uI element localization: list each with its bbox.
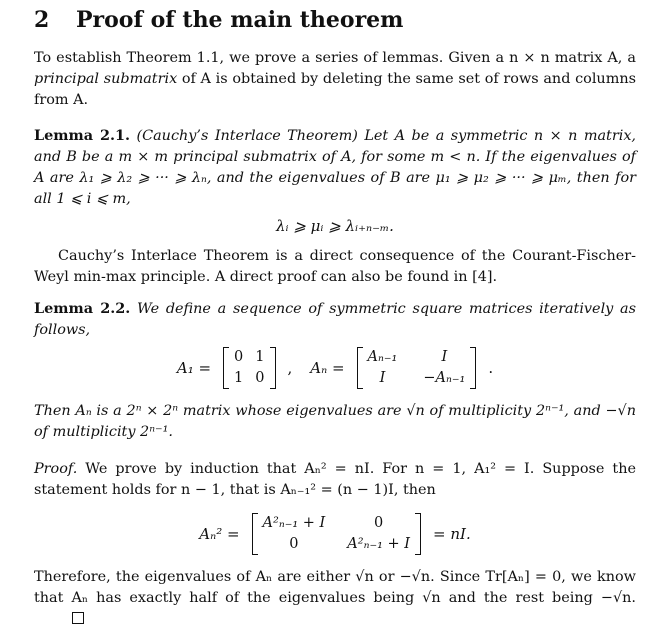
a1-cell: 0 (234, 349, 244, 365)
a1-cell: 0 (255, 370, 265, 386)
a1-cell: 1 (255, 349, 265, 365)
section-heading (34, 6, 636, 34)
matrix-separator: , (287, 359, 293, 377)
a1-cell: 1 (234, 370, 244, 386)
intro-text-1: To establish Theorem 1.1, we prove a series of lemmas. Given a n × n matrix A, a (34, 50, 636, 66)
intro-term: principal submatrix (34, 71, 178, 87)
block-matrix (252, 513, 421, 555)
an-cell: I (441, 349, 448, 365)
cauchy-paragraph: Cauchy’s Interlace Theorem is a direct consequence of the Courant-Fischer-Weyl min-max principle. A direct proof can also be found in [4]. (34, 248, 636, 285)
proof-body: We prove by induction that Aₙ² = nI. For n = 1, A₁² = I. Suppose the statement holds for n − 1, that is Aₙ₋₁² = (n − 1)I, then (34, 461, 636, 498)
section-title: Proof of the main theorem (76, 7, 404, 33)
block-cell: A²ₙ₋₁ + I (262, 515, 326, 531)
lemma-2-2-body: We define a sequence of symmetric square matrices iteratively as follows, (34, 301, 636, 338)
qed-square-icon (72, 612, 84, 624)
lemma-2-1 (34, 125, 636, 210)
lemma-2-2-heading: Lemma 2.2. (34, 300, 131, 317)
lemma-2-1-body: (Cauchy’s Interlace Theorem) Let A be a symmetric n × n matrix, and B be a m × m principal submatrix of A, for some m < n. If the eigenvalues of A are λ₁ ⩾ λ₂ ⩾ ··· ⩾ λₙ, and the eigenvalues of B are μ₁ ⩾ μ₂ ⩾ ··· ⩾ μₘ, then for all 1 ⩽ i ⩽ m, (34, 128, 637, 207)
interlace-inequality: λᵢ ⩾ μᵢ ⩾ λᵢ₊ₙ₋ₘ. (276, 217, 394, 235)
square-matrix-equation (34, 513, 636, 555)
section-number: 2 (34, 7, 50, 33)
proof-heading: Proof. (34, 461, 78, 477)
an-squared-label: Aₙ² = (199, 525, 240, 543)
lemma-2-2-conclusion: Then Aₙ is a 2ⁿ × 2ⁿ matrix whose eigenvalues are √n of multiplicity 2ⁿ⁻¹, and −√n of multiplicity 2ⁿ⁻¹. (34, 403, 636, 440)
a1-matrix (223, 347, 275, 389)
an-cell: Aₙ₋₁ (367, 349, 398, 365)
an-matrix (357, 347, 477, 389)
lemma-2-1-heading: Lemma 2.1. (34, 127, 130, 144)
an-cell: −Aₙ₋₁ (423, 370, 466, 386)
block-cell: 0 (289, 536, 299, 552)
matrix-definition (34, 347, 636, 389)
proof-paragraph (34, 459, 636, 501)
intro-text-2: of A is obtained by deleting the same set of rows and columns from A. (34, 71, 636, 108)
matrix-end-period: . (488, 359, 494, 377)
proof-conclusion-text: Therefore, the eigenvalues of Aₙ are either √n or −√n. Since Tr[Aₙ] = 0, we know that Aₙ has exactly half of the eigenvalues being √n and the rest being −√n. (34, 569, 636, 606)
intro-paragraph (34, 48, 636, 111)
equation-rhs: = nI. (433, 525, 471, 543)
an-label: Aₙ = (310, 359, 345, 377)
block-cell: A²ₙ₋₁ + I (347, 536, 411, 552)
lemma-2-2 (34, 298, 636, 341)
an-cell: I (379, 370, 386, 386)
block-cell: 0 (374, 515, 384, 531)
a1-label: A₁ = (176, 359, 212, 377)
proof-conclusion (34, 567, 636, 630)
